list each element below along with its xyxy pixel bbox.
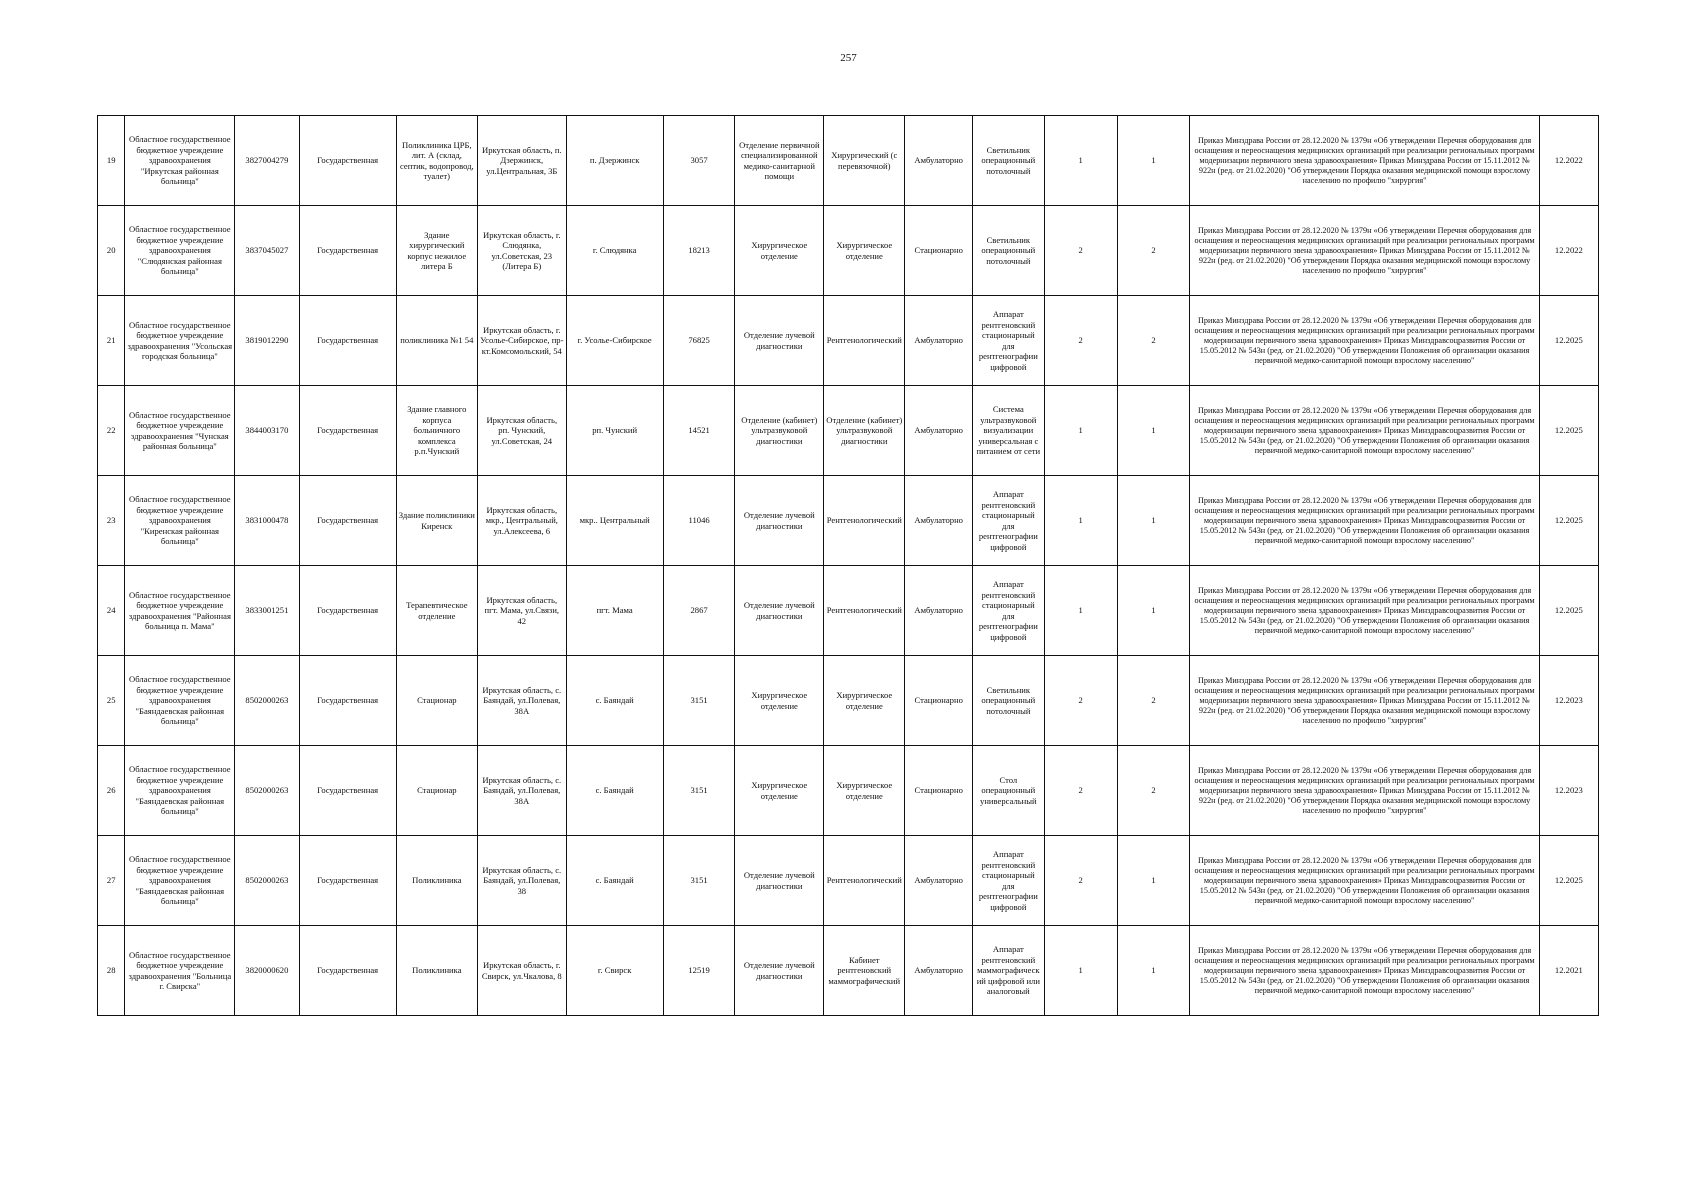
quantity-needed-cell: 2 (1044, 206, 1117, 296)
care-type-cell: Амбулаторно (905, 476, 973, 566)
ownership-form-cell: Государственная (299, 476, 396, 566)
care-type-cell: Стационарно (905, 656, 973, 746)
inn-cell: 8502000263 (235, 656, 299, 746)
quantity-planned-cell: 1 (1117, 836, 1190, 926)
quantity-needed-cell: 2 (1044, 296, 1117, 386)
quantity-planned-cell: 1 (1117, 566, 1190, 656)
address-cell: Иркутская область, с. Баяндай, ул.Полевая, 38А (477, 746, 566, 836)
row-number-cell: 21 (98, 296, 125, 386)
unit-cell: Хирургическое отделение (824, 746, 905, 836)
regulation-cell: Приказ Минздрава России от 28.12.2020 № 1379н «Об утверждении Перечня оборудования для оснащения и переоснащения медицинских организаций при реализации региональных программ модернизации первичного звена здравоохранения» Приказ Минздравсоцразвития России от 15.05.2012 № 543н (ред. от 21.02.2020) "Об утверждении Положения об организации оказания первичной медико-санитарной помощи взрослому населению" (1190, 296, 1539, 386)
population-cell: 3151 (663, 836, 735, 926)
department-cell: Отделение лучевой диагностики (735, 476, 824, 566)
page-number: 257 (840, 52, 857, 64)
building-cell: Терапевтическое отделение (396, 566, 477, 656)
address-cell: Иркутская область, мкр., Центральный, ул.Алексеева, 6 (477, 476, 566, 566)
table-row (98, 296, 1599, 386)
population-cell: 2867 (663, 566, 735, 656)
building-cell: поликлиника №1 54 (396, 296, 477, 386)
quantity-planned-cell: 2 (1117, 746, 1190, 836)
equipment-cell: Светильник операционный потолочный (972, 116, 1044, 206)
regulation-cell: Приказ Минздрава России от 28.12.2020 № 1379н «Об утверждении Перечня оборудования для оснащения и переоснащения медицинских организаций при реализации региональных программ модернизации первичного звена здравоохранения» Приказ Минздрава России от 15.11.2012 № 922н (ред. от 21.02.2020) "Об утверждении Порядка оказания медицинской помощи взрослому населению по профилю "хирургия" (1190, 206, 1539, 296)
locality-cell: рп. Чунский (566, 386, 663, 476)
equipment-cell: Аппарат рентгеновский стационарный для рентгенографии цифровой (972, 836, 1044, 926)
quantity-planned-cell: 1 (1117, 116, 1190, 206)
deadline-cell: 12.2025 (1539, 476, 1598, 566)
regulation-cell: Приказ Минздрава России от 28.12.2020 № 1379н «Об утверждении Перечня оборудования для оснащения и переоснащения медицинских организаций при реализации региональных программ модернизации первичного звена здравоохранения» Приказ Минздравсоцразвития России от 15.05.2012 № 543н (ред. от 21.02.2020) "Об утверждении Положения об организации оказания первичной медико-санитарной помощи взрослому населению" (1190, 476, 1539, 566)
equipment-cell: Система ультразвуковой визуализации универсальная с питанием от сети (972, 386, 1044, 476)
deadline-cell: 12.2021 (1539, 926, 1598, 1016)
row-number-cell: 27 (98, 836, 125, 926)
unit-cell: Хирургическое отделение (824, 206, 905, 296)
care-type-cell: Стационарно (905, 206, 973, 296)
population-cell: 18213 (663, 206, 735, 296)
deadline-cell: 12.2022 (1539, 206, 1598, 296)
population-cell: 3057 (663, 116, 735, 206)
unit-cell: Отделение (кабинет) ультразвуковой диагностики (824, 386, 905, 476)
department-cell: Отделение первичной специализированной медико-санитарной помощи (735, 116, 824, 206)
population-cell: 3151 (663, 656, 735, 746)
building-cell: Стационар (396, 746, 477, 836)
quantity-planned-cell: 2 (1117, 656, 1190, 746)
equipment-register-table (97, 115, 1599, 1016)
locality-cell: г. Усолье-Сибирское (566, 296, 663, 386)
organization-cell: Областное государственное бюджетное учреждение здравоохранения "Усольская городская больница" (125, 296, 235, 386)
table-row (98, 206, 1599, 296)
locality-cell: с. Баяндай (566, 836, 663, 926)
organization-cell: Областное государственное бюджетное учреждение здравоохранения "Баяндаевская районная больница" (125, 656, 235, 746)
organization-cell: Областное государственное бюджетное учреждение здравоохранения "Баяндаевская районная больница" (125, 746, 235, 836)
regulation-cell: Приказ Минздрава России от 28.12.2020 № 1379н «Об утверждении Перечня оборудования для оснащения и переоснащения медицинских организаций при реализации региональных программ модернизации первичного звена здравоохранения» Приказ Минздрава России от 15.11.2012 № 922н (ред. от 21.02.2020) "Об утверждении Порядка оказания медицинской помощи взрослому населению по профилю "хирургия" (1190, 656, 1539, 746)
deadline-cell: 12.2025 (1539, 296, 1598, 386)
ownership-form-cell: Государственная (299, 566, 396, 656)
table-row (98, 746, 1599, 836)
inn-cell: 3820000620 (235, 926, 299, 1016)
unit-cell: Кабинет рентгеновский маммографический (824, 926, 905, 1016)
quantity-needed-cell: 2 (1044, 746, 1117, 836)
building-cell: Поликлиника (396, 926, 477, 1016)
ownership-form-cell: Государственная (299, 746, 396, 836)
address-cell: Иркутская область, г. Свирск, ул.Чкалова, 8 (477, 926, 566, 1016)
quantity-planned-cell: 1 (1117, 926, 1190, 1016)
regulation-cell: Приказ Минздрава России от 28.12.2020 № 1379н «Об утверждении Перечня оборудования для оснащения и переоснащения медицинских организаций при реализации региональных программ модернизации первичного звена здравоохранения» Приказ Минздравсоцразвития России от 15.05.2012 № 543н (ред. от 21.02.2020) "Об утверждении Положения об организации оказания первичной медико-санитарной помощи взрослому населению" (1190, 566, 1539, 656)
unit-cell: Хирургическое отделение (824, 656, 905, 746)
ownership-form-cell: Государственная (299, 656, 396, 746)
table-row (98, 116, 1599, 206)
ownership-form-cell: Государственная (299, 836, 396, 926)
building-cell: Стационар (396, 656, 477, 746)
regulation-cell: Приказ Минздрава России от 28.12.2020 № 1379н «Об утверждении Перечня оборудования для оснащения и переоснащения медицинских организаций при реализации региональных программ модернизации первичного звена здравоохранения» Приказ Минздравсоцразвития России от 15.05.2012 № 543н (ред. от 21.02.2020) "Об утверждении Положения об организации оказания первичной медико-санитарной помощи взрослому населению" (1190, 836, 1539, 926)
unit-cell: Рентгенологический (824, 566, 905, 656)
quantity-needed-cell: 1 (1044, 926, 1117, 1016)
row-number-cell: 24 (98, 566, 125, 656)
ownership-form-cell: Государственная (299, 386, 396, 476)
unit-cell: Рентгенологический (824, 476, 905, 566)
locality-cell: г. Слюдянка (566, 206, 663, 296)
locality-cell: с. Баяндай (566, 656, 663, 746)
row-number-cell: 20 (98, 206, 125, 296)
organization-cell: Областное государственное бюджетное учреждение здравоохранения "Киренская районная больница" (125, 476, 235, 566)
quantity-needed-cell: 1 (1044, 566, 1117, 656)
ownership-form-cell: Государственная (299, 926, 396, 1016)
quantity-needed-cell: 2 (1044, 836, 1117, 926)
population-cell: 11046 (663, 476, 735, 566)
unit-cell: Хирургический (с перевязочной) (824, 116, 905, 206)
deadline-cell: 12.2025 (1539, 386, 1598, 476)
quantity-needed-cell: 1 (1044, 116, 1117, 206)
locality-cell: пгт. Мама (566, 566, 663, 656)
organization-cell: Областное государственное бюджетное учреждение здравоохранения "Районная больница п. Мама" (125, 566, 235, 656)
building-cell: Здание главного корпуса больничного комплекса р.п.Чунский (396, 386, 477, 476)
locality-cell: п. Дзержинск (566, 116, 663, 206)
quantity-needed-cell: 1 (1044, 386, 1117, 476)
care-type-cell: Амбулаторно (905, 386, 973, 476)
locality-cell: с. Баяндай (566, 746, 663, 836)
equipment-cell: Аппарат рентгеновский стационарный для рентгенографии цифровой (972, 296, 1044, 386)
quantity-needed-cell: 2 (1044, 656, 1117, 746)
unit-cell: Рентгенологический (824, 836, 905, 926)
organization-cell: Областное государственное бюджетное учреждение здравоохранения "Больница г. Свирска" (125, 926, 235, 1016)
ownership-form-cell: Государственная (299, 206, 396, 296)
equipment-cell: Аппарат рентгеновский маммографический цифровой или аналоговый (972, 926, 1044, 1016)
address-cell: Иркутская область, г. Слюдянка, ул.Советская, 23 (Литера Б) (477, 206, 566, 296)
care-type-cell: Амбулаторно (905, 116, 973, 206)
address-cell: Иркутская область, пгт. Мама, ул.Связи, 42 (477, 566, 566, 656)
row-number-cell: 22 (98, 386, 125, 476)
quantity-planned-cell: 1 (1117, 476, 1190, 566)
inn-cell: 3833001251 (235, 566, 299, 656)
row-number-cell: 25 (98, 656, 125, 746)
inn-cell: 3837045027 (235, 206, 299, 296)
address-cell: Иркутская область, рп. Чунский, ул.Советская, 24 (477, 386, 566, 476)
locality-cell: г. Свирск (566, 926, 663, 1016)
department-cell: Отделение лучевой диагностики (735, 926, 824, 1016)
regulation-cell: Приказ Минздрава России от 28.12.2020 № 1379н «Об утверждении Перечня оборудования для оснащения и переоснащения медицинских организаций при реализации региональных программ модернизации первичного звена здравоохранения» Приказ Минздравсоцразвития России от 15.05.2012 № 543н (ред. от 21.02.2020) "Об утверждении Положения об организации оказания первичной медико-санитарной помощи взрослому населению" (1190, 926, 1539, 1016)
quantity-planned-cell: 1 (1117, 386, 1190, 476)
row-number-cell: 19 (98, 116, 125, 206)
inn-cell: 3827004279 (235, 116, 299, 206)
organization-cell: Областное государственное бюджетное учреждение здравоохранения "Иркутская районная больница" (125, 116, 235, 206)
care-type-cell: Амбулаторно (905, 296, 973, 386)
inn-cell: 3844003170 (235, 386, 299, 476)
quantity-planned-cell: 2 (1117, 206, 1190, 296)
table-row (98, 566, 1599, 656)
organization-cell: Областное государственное бюджетное учреждение здравоохранения "Слюдянская районная больница" (125, 206, 235, 296)
department-cell: Хирургическое отделение (735, 656, 824, 746)
equipment-cell: Аппарат рентгеновский стационарный для рентгенографии цифровой (972, 476, 1044, 566)
equipment-cell: Стол операционный универсальный (972, 746, 1044, 836)
inn-cell: 3819012290 (235, 296, 299, 386)
regulation-cell: Приказ Минздрава России от 28.12.2020 № 1379н «Об утверждении Перечня оборудования для оснащения и переоснащения медицинских организаций при реализации региональных программ модернизации первичного звена здравоохранения» Приказ Минздрава России от 15.11.2012 № 922н (ред. от 21.02.2020) "Об утверждении Порядка оказания медицинской помощи взрослому населению по профилю "хирургия" (1190, 116, 1539, 206)
deadline-cell: 12.2023 (1539, 656, 1598, 746)
department-cell: Хирургическое отделение (735, 206, 824, 296)
equipment-cell: Светильник операционный потолочный (972, 656, 1044, 746)
equipment-cell: Аппарат рентгеновский стационарный для рентгенографии цифровой (972, 566, 1044, 656)
regulation-cell: Приказ Минздрава России от 28.12.2020 № 1379н «Об утверждении Перечня оборудования для оснащения и переоснащения медицинских организаций при реализации региональных программ модернизации первичного звена здравоохранения» Приказ Минздрава России от 15.11.2012 № 922н (ред. от 21.02.2020) "Об утверждении Порядка оказания медицинской помощи взрослому населению по профилю "хирургия" (1190, 746, 1539, 836)
table-row (98, 386, 1599, 476)
inn-cell: 8502000263 (235, 836, 299, 926)
department-cell: Отделение лучевой диагностики (735, 566, 824, 656)
row-number-cell: 28 (98, 926, 125, 1016)
row-number-cell: 23 (98, 476, 125, 566)
address-cell: Иркутская область, г. Усолье-Сибирское, пр-кт.Комсомольский, 54 (477, 296, 566, 386)
department-cell: Отделение (кабинет) ультразвуковой диагностики (735, 386, 824, 476)
address-cell: Иркутская область, с. Баяндай, ул.Полевая, 38 (477, 836, 566, 926)
row-number-cell: 26 (98, 746, 125, 836)
population-cell: 12519 (663, 926, 735, 1016)
building-cell: Поликлиника ЦРБ, лит. А (склад, септик, водопровод, туалет) (396, 116, 477, 206)
care-type-cell: Амбулаторно (905, 836, 973, 926)
quantity-planned-cell: 2 (1117, 296, 1190, 386)
deadline-cell: 12.2023 (1539, 746, 1598, 836)
deadline-cell: 12.2022 (1539, 116, 1598, 206)
building-cell: Здание поликлиники Киренск (396, 476, 477, 566)
department-cell: Отделение лучевой диагностики (735, 296, 824, 386)
care-type-cell: Амбулаторно (905, 926, 973, 1016)
locality-cell: мкр.. Центральный (566, 476, 663, 566)
deadline-cell: 12.2025 (1539, 566, 1598, 656)
department-cell: Хирургическое отделение (735, 746, 824, 836)
address-cell: Иркутская область, с. Баяндай, ул.Полевая, 38А (477, 656, 566, 746)
population-cell: 14521 (663, 386, 735, 476)
population-cell: 76825 (663, 296, 735, 386)
table-row (98, 926, 1599, 1016)
organization-cell: Областное государственное бюджетное учреждение здравоохранения "Баяндаевская районная больница" (125, 836, 235, 926)
table-row (98, 836, 1599, 926)
deadline-cell: 12.2025 (1539, 836, 1598, 926)
department-cell: Отделение лучевой диагностики (735, 836, 824, 926)
unit-cell: Рентгенологический (824, 296, 905, 386)
ownership-form-cell: Государственная (299, 296, 396, 386)
regulation-cell: Приказ Минздрава России от 28.12.2020 № 1379н «Об утверждении Перечня оборудования для оснащения и переоснащения медицинских организаций при реализации региональных программ модернизации первичного звена здравоохранения» Приказ Минздравсоцразвития России от 15.05.2012 № 543н (ред. от 21.02.2020) "Об утверждении Положения об организации оказания первичной медико-санитарной помощи взрослому населению" (1190, 386, 1539, 476)
quantity-needed-cell: 1 (1044, 476, 1117, 566)
inn-cell: 8502000263 (235, 746, 299, 836)
table-row (98, 656, 1599, 746)
building-cell: Здание хирургический корпус нежилое литера Б (396, 206, 477, 296)
organization-cell: Областное государственное бюджетное учреждение здравоохранения "Чунская районная больница" (125, 386, 235, 476)
care-type-cell: Амбулаторно (905, 566, 973, 656)
population-cell: 3151 (663, 746, 735, 836)
building-cell: Поликлиника (396, 836, 477, 926)
table-row (98, 476, 1599, 566)
address-cell: Иркутская область, п. Дзержинск, ул.Центральная, 3Б (477, 116, 566, 206)
inn-cell: 3831000478 (235, 476, 299, 566)
equipment-cell: Светильник операционный потолочный (972, 206, 1044, 296)
care-type-cell: Стационарно (905, 746, 973, 836)
ownership-form-cell: Государственная (299, 116, 396, 206)
